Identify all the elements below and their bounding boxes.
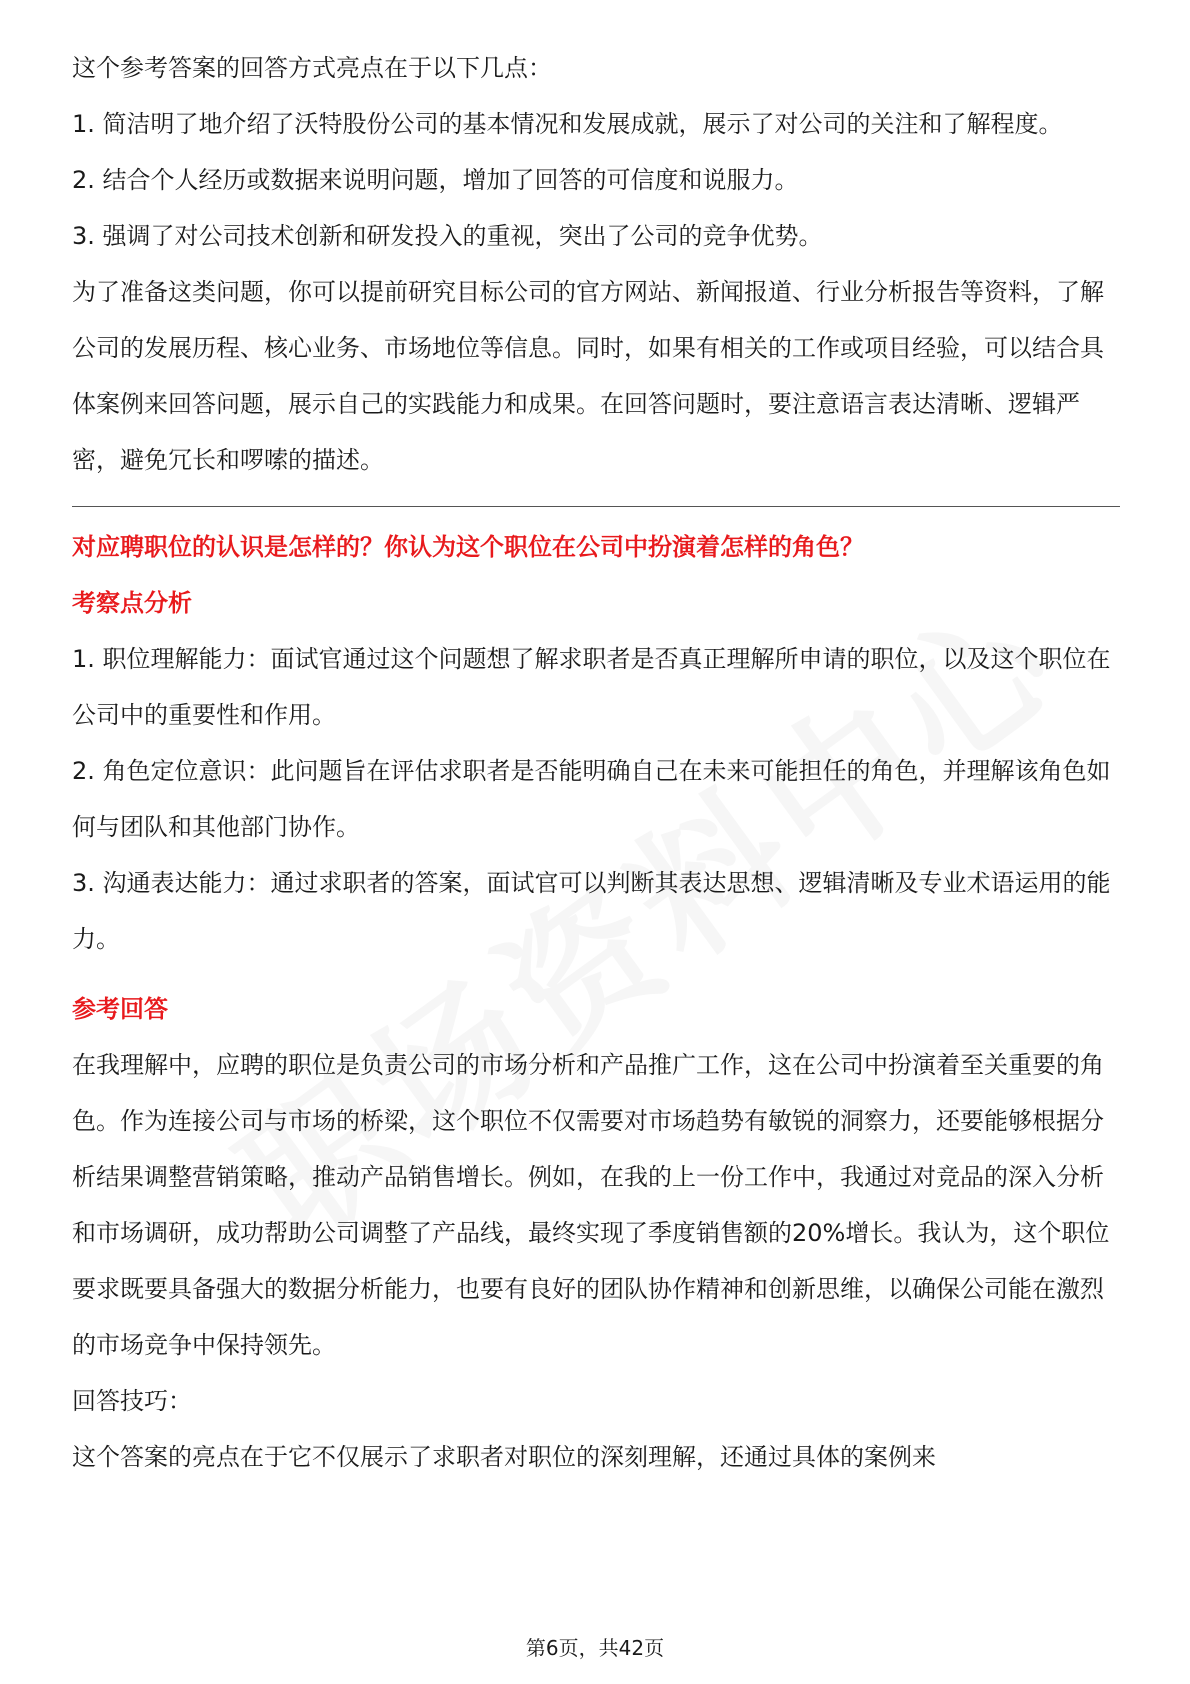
analysis-item-1: 1. 职位理解能力：面试官通过这个问题想了解求职者是否真正理解所申请的职位，以及这个职位在公司中的重要性和作用。 <box>72 645 1111 729</box>
analysis-item-2: 2. 角色定位意识：此问题旨在评估求职者是否能明确自己在未来可能担任的角色，并理解该角色如何与团队和其他部门协作。 <box>72 757 1111 841</box>
question-heading: 对应聘职位的认识是怎样的？你认为这个职位在公司中扮演着怎样的角色？ <box>72 533 864 561</box>
section1-item-3: 3. 强调了对公司技术创新和研发投入的重视，突出了公司的竞争优势。 <box>72 222 823 250</box>
document-page <box>72 40 1120 1485</box>
tips-heading: 回答技巧： <box>72 1387 192 1415</box>
section-divider <box>72 506 1120 507</box>
section1-item-2: 2. 结合个人经历或数据来说明问题，增加了回答的可信度和说服力。 <box>72 166 799 194</box>
analysis-heading: 考察点分析 <box>72 589 192 617</box>
analysis-item-3: 3. 沟通表达能力：通过求职者的答案，面试官可以判断其表达思想、逻辑清晰及专业术语运用的能力。 <box>72 869 1111 953</box>
page-number: 第6页，共42页 <box>525 1636 665 1660</box>
answer-heading: 参考回答 <box>72 995 168 1023</box>
section1-item-1: 1. 简洁明了地介绍了沃特股份公司的基本情况和发展成就，展示了对公司的关注和了解程度。 <box>72 110 1063 138</box>
tips-text: 这个答案的亮点在于它不仅展示了求职者对职位的深刻理解，还通过具体的案例来 <box>72 1443 936 1471</box>
section1-intro: 这个参考答案的回答方式亮点在于以下几点： <box>72 54 552 82</box>
section1-advice: 为了准备这类问题，你可以提前研究目标公司的官方网站、新闻报道、行业分析报告等资料，了解公司的发展历程、核心业务、市场地位等信息。同时，如果有相关的工作或项目经验，可以结合具体案例来回答问题，展示自己的实践能力和成果。在回答问题时，要注意语言表达清晰、逻辑严密，避免冗长和啰嗦的描述。 <box>72 278 1104 474</box>
answer-text: 在我理解中，应聘的职位是负责公司的市场分析和产品推广工作，这在公司中扮演着至关重要的角色。作为连接公司与市场的桥梁，这个职位不仅需要对市场趋势有敏锐的洞察力，还要能够根据分析结果调整营销策略，推动产品销售增长。例如，在我的上一份工作中，我通过对竞品的深入分析和市场调研，成功帮助公司调整了产品线，最终实现了季度销售额的20%增长。我认为，这个职位要求既要具备强大的数据分析能力，也要有良好的团队协作精神和创新思维，以确保公司能在激烈的市场竞争中保持领先。 <box>72 1051 1110 1359</box>
